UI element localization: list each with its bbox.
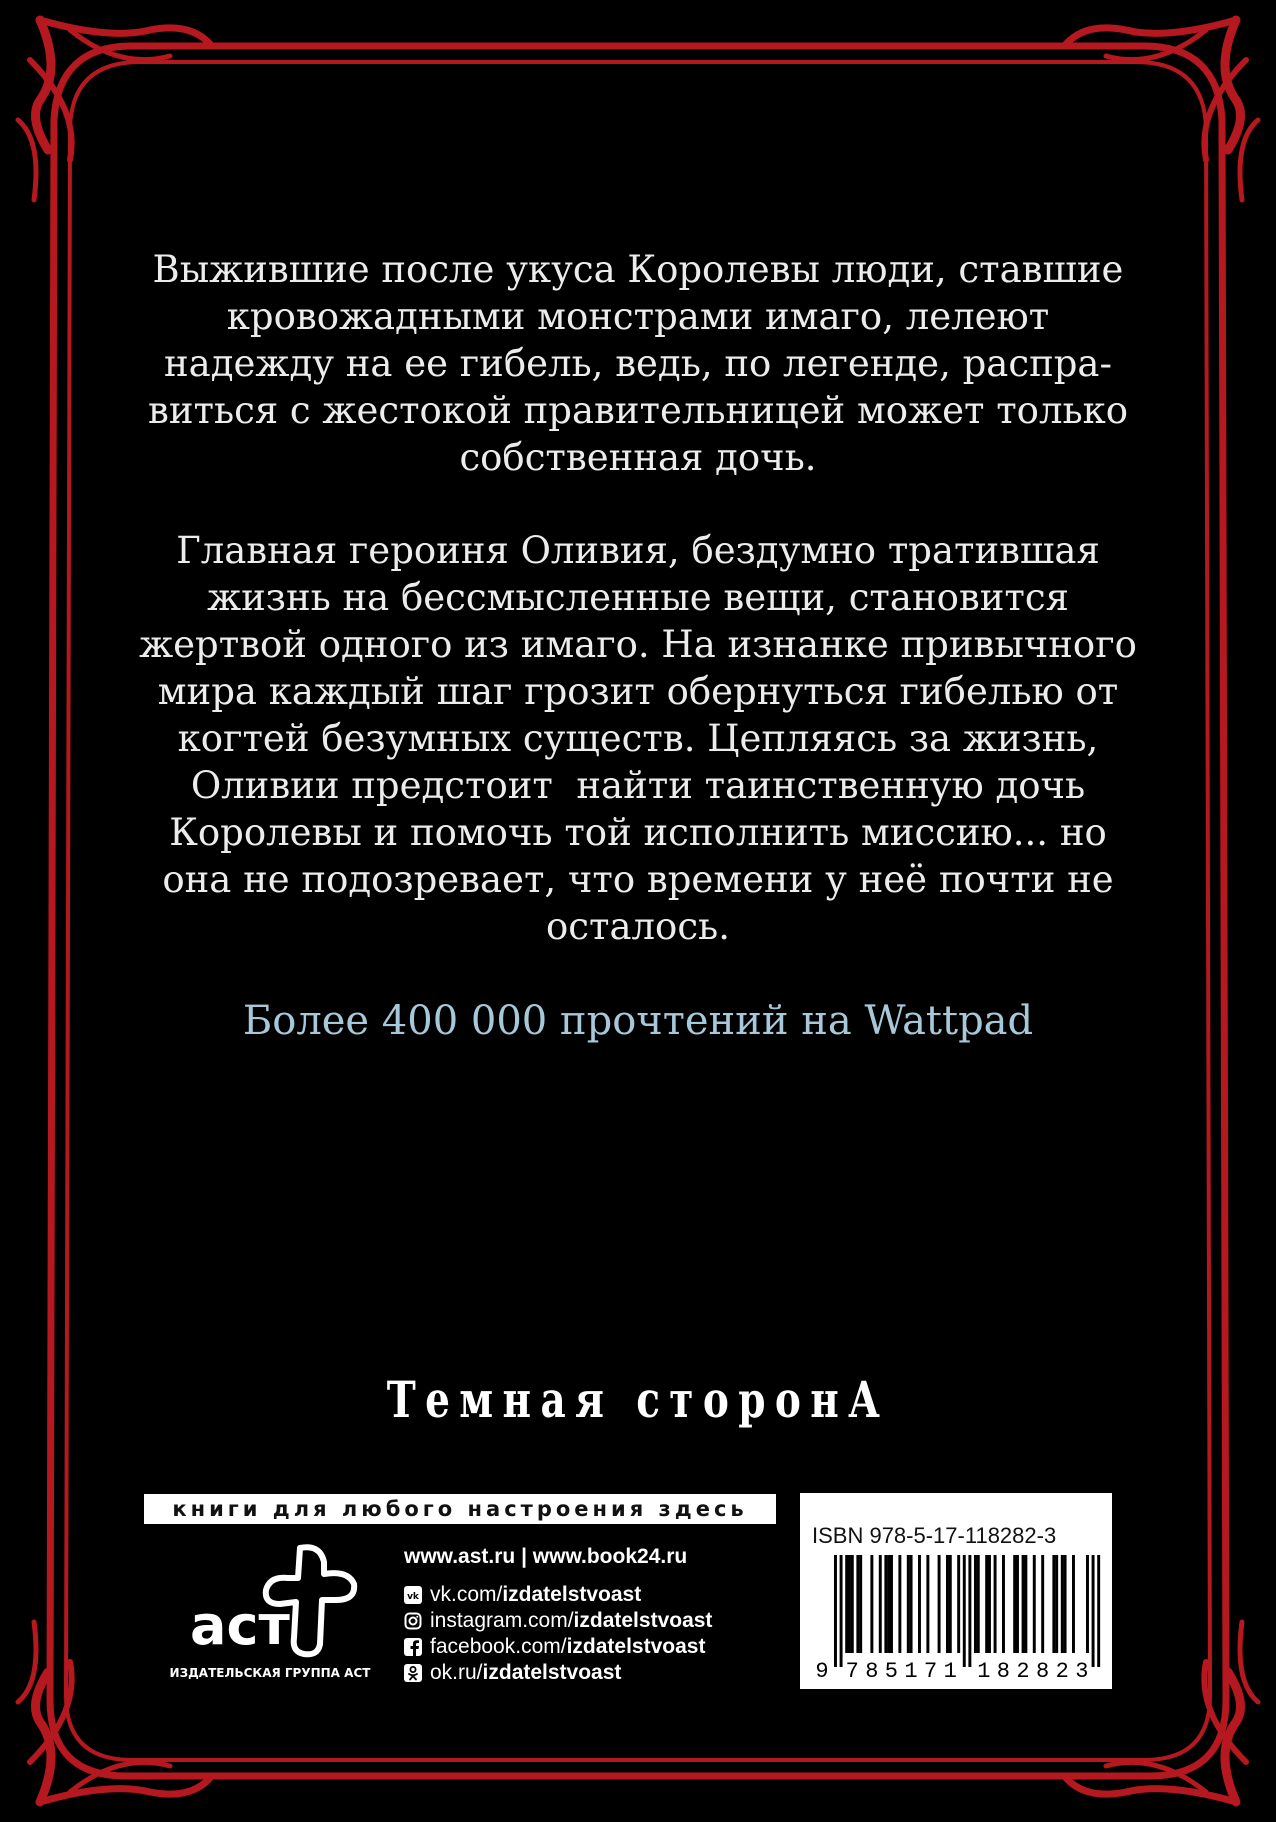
isbn-barcode-panel [800, 1493, 1112, 1689]
blurb-paragraph-2 [120, 527, 1156, 950]
barcode-bar [879, 1555, 882, 1653]
blurb-paragraph-1 [120, 246, 1156, 481]
barcode-bar [1033, 1555, 1036, 1653]
barcode-bar [840, 1555, 843, 1667]
barcode-bar [907, 1555, 910, 1653]
blurb-line: она не подозревает, что времени у неё почти не [162, 858, 1114, 901]
barcode-digit: 7 [845, 1659, 859, 1683]
publisher-name: ИЗДАТЕЛЬСКАЯ ГРУППА АСТ [169, 1666, 371, 1680]
barcode-bar [1086, 1555, 1089, 1653]
blurb-line: виться с жестокой правительницей может только [148, 389, 1128, 432]
barcode-digit: 2 [1055, 1659, 1069, 1683]
instagram-icon [404, 1612, 422, 1630]
barcode-bar [848, 1555, 851, 1653]
wattpad-reads-line: Более 400 000 прочтений на Wattpad [242, 998, 1034, 1044]
ast-logo-text: аст [190, 1594, 290, 1657]
blurb-line: надежду на ее гибель, ведь, по легенде, распра- [164, 342, 1112, 385]
barcode-bar [910, 1555, 913, 1653]
barcode-bar [1002, 1555, 1005, 1653]
barcode-bar [1092, 1555, 1095, 1667]
ok-icon [404, 1664, 422, 1682]
social-link-instagram[interactable] [404, 1608, 774, 1634]
barcode-bar [963, 1555, 966, 1667]
barcode-bar [834, 1555, 837, 1667]
barcode-bar [988, 1555, 991, 1653]
barcode-bar [1061, 1555, 1064, 1653]
barcode-bar [938, 1555, 941, 1653]
barcode-bar [1022, 1555, 1025, 1653]
barcode-bar [1024, 1555, 1027, 1653]
barcode-bar [957, 1555, 960, 1653]
blurb-line: собственная дочь. [459, 436, 817, 479]
barcode-digit: 8 [996, 1659, 1011, 1683]
blurb-line: жертвой одного из имаго. На изнанке привычного [139, 623, 1137, 666]
barcode [812, 1551, 1104, 1683]
social-handle: izdatelstvoast [566, 1635, 706, 1658]
barcode-bar [974, 1555, 977, 1653]
social-link-vk[interactable] [404, 1582, 774, 1608]
social-handle: izdatelstvoast [502, 1583, 642, 1606]
blurb-line: когтей безумных существ. Цепляясь за жизнь, [177, 717, 1099, 760]
social-handle: izdatelstvoast [573, 1609, 713, 1632]
barcode-bar [994, 1555, 997, 1653]
blurb-line: осталось. [546, 905, 730, 948]
barcode-bar [1052, 1555, 1055, 1653]
website-links[interactable]: www.ast.ru | www.book24.ru [404, 1545, 688, 1568]
barcode-bar [898, 1555, 901, 1653]
barcode-digit: 8 [1035, 1659, 1050, 1683]
blurb-line: Оливии предстоит найти таинственную дочь [190, 764, 1086, 807]
barcode-digit: 1 [977, 1659, 991, 1683]
barcode-bar [856, 1555, 859, 1653]
blurb-line: кровожадными монстрами имаго, лелеют [226, 295, 1050, 338]
blurb-line: жизнь на бессмысленные вещи, становится [207, 576, 1069, 619]
series-title: Темная сторонА [386, 1370, 890, 1429]
barcode-digit: 1 [904, 1659, 918, 1683]
barcode-bar [1097, 1555, 1100, 1667]
barcode-digit: 2 [1016, 1659, 1030, 1683]
barcode-bar [851, 1555, 854, 1653]
barcode-bar [946, 1555, 949, 1653]
barcode-bar [1064, 1555, 1067, 1653]
barcode-bar [1013, 1555, 1016, 1653]
social-prefix: facebook.com/ [430, 1635, 567, 1658]
barcode-digit: 7 [923, 1659, 938, 1683]
barcode-bar [859, 1555, 862, 1653]
social-prefix: vk.com/ [430, 1583, 503, 1606]
ast-logo [188, 1540, 358, 1660]
barcode-bar [926, 1555, 929, 1653]
publisher-tagline: книги для любого настроения здесь [144, 1494, 776, 1524]
barcode-bar [1016, 1555, 1019, 1653]
barcode-digit: 9 [815, 1659, 829, 1683]
barcode-digit: 8 [865, 1659, 879, 1683]
blurb-line: Королевы и помочь той исполнить миссию... но [169, 811, 1107, 854]
barcode-digit: 3 [1075, 1659, 1089, 1683]
social-link-ok[interactable] [404, 1660, 774, 1686]
publisher-links [404, 1542, 774, 1686]
barcode-bar [968, 1555, 971, 1667]
barcode-bar [890, 1555, 893, 1653]
social-prefix: instagram.com/ [430, 1609, 574, 1632]
blurb-line: Главная героиня Оливия, бездумно тратившая [176, 529, 1100, 572]
social-handle: izdatelstvoast [482, 1661, 622, 1684]
facebook-icon [404, 1638, 422, 1656]
social-prefix: ok.ru/ [430, 1661, 483, 1684]
barcode-bar [977, 1555, 980, 1653]
barcode-digit: 5 [884, 1659, 899, 1683]
barcode-bar [1055, 1555, 1058, 1653]
barcode-bar [845, 1555, 848, 1653]
barcode-bar [949, 1555, 952, 1653]
barcode-bar [985, 1555, 988, 1653]
social-link-facebook[interactable] [404, 1634, 774, 1660]
barcode-bar [870, 1555, 873, 1653]
blurb-line: мира каждый шаг грозит обернуться гибелью от [157, 670, 1119, 713]
svg-text:vk: vk [407, 1592, 419, 1602]
vk-icon [404, 1586, 422, 1604]
barcode-bar [1072, 1555, 1075, 1653]
isbn-label: ISBN 978-5-17-118282-3 [812, 1523, 1057, 1548]
blurb-line: Выжившие после укуса Королевы люди, ставшие [152, 248, 1124, 291]
barcode-digit: 1 [943, 1659, 957, 1683]
barcode-bar [1041, 1555, 1044, 1653]
barcode-bar [884, 1555, 887, 1653]
barcode-bar [918, 1555, 921, 1653]
barcode-bar [887, 1555, 890, 1653]
